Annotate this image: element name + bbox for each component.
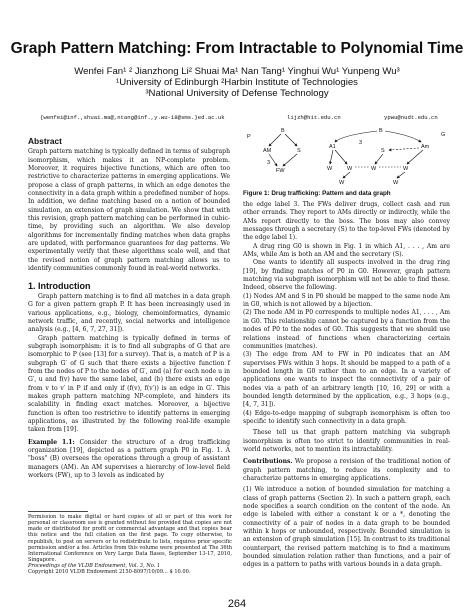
g0-node-b: B: [379, 128, 383, 134]
example-1-1: [28, 439, 230, 481]
email-edinburgh: {wenfei@inf.,shuai.ma@,ntang@inf.,y.wu-18@sms.}ed.ac.uk: [40, 114, 225, 121]
observation-3: (3) The edge from AM to FW in P0 indicates that an AM supervises FWs within 3 hops. It should be mapped to a path of a bounded length in G0 rather than to an edge. In a variety of applications one wants to inspect the connectivity of a pair of nodes via a path of an arbitrary length [10, 16, 29] or with a bounded length determined by the application, e.g., 3 hops (e.g., [4, 7, 31]).: [243, 351, 450, 409]
observation-4: (4) Edge-to-edge mapping of subgraph isomorphism is often too specific to identify such connectivity in a data graph.: [243, 409, 450, 425]
p0-edge: [269, 154, 277, 166]
introduction-heading: 1. Introduction: [28, 280, 91, 291]
g0-node-w: W: [403, 166, 409, 172]
observation-1: (1) Nodes AM and S in P0 should be mapped to the same node Am in G0, which is not allowed by a bijection.: [243, 292, 450, 309]
example-label: Example 1.1:: [28, 438, 75, 446]
contribution-1: (1) We introduce a notion of bounded simulation for matching a class of graph patterns (Section 2). In such a pattern graph, each node specifies a search condition on the content of the node. An edge is labeled with either a constant k or a *, denoting the connectivity of a pair of nodes in a data graph to be bounded within k hops or unbounded, respectively. Bounded simulation is an extension of graph simulation [15]. In contrast to its traditional counterpart, the revised pattern matching is to find a maximum bounded simulation relation rather than functions, and a pair of edges in a pattern to paths with various bounds in a data graph.: [243, 486, 450, 569]
page-number: 264: [227, 598, 247, 610]
right-column: [243, 201, 450, 570]
g0-node-a1: A1: [329, 144, 336, 150]
pattern-graph-p0: [247, 128, 301, 174]
figure-caption: Figure 1: Drug trafficking: Pattern and data graph: [243, 190, 391, 197]
g0-edge: [375, 154, 383, 164]
copyright-line: Copyright 2010 VLDB Endowment 2150-8097/10/09... $ 10.00.: [28, 569, 191, 576]
g0-node-w: W: [371, 166, 377, 172]
paper-title: Graph Pattern Matching: From Intractable to Polynomial Time: [10, 40, 464, 57]
g0-edge: [397, 172, 405, 178]
right-paragraph-4: These tell us that graph pattern matching via subgraph isomorphism is often too strict to identify communities in real-world networks, not to mention its intractability.: [243, 429, 450, 453]
g0-edge: [389, 148, 419, 150]
g0-edge: [335, 150, 347, 164]
p0-node-s: S: [297, 148, 301, 154]
g0-edge: [407, 150, 423, 164]
author-names: Wenfei Fan¹ ² Jianzhong Li² Shuai Ma¹ Nan Tang¹ Yinghui Wu¹ Yunpeng Wu³: [74, 66, 400, 77]
g0-edge: [343, 172, 350, 178]
affiliation-line-2: ³National University of Defense Technology: [145, 88, 329, 100]
p0-node-b: B: [281, 128, 285, 134]
p0-edge: [283, 154, 297, 166]
intro-paragraph-2: Graph pattern matching is typically defined in terms of subgraph isomorphism: it is to find all subgraphs of G that are isomorphic to P (see [13] for a survey). That is, a match of P is a subgraph G′ of G such that there exists a bijective function f from the nodes of P to the nodes of G′, and (a) for each node u in G′, u and f(v) have the same label, and (b) there exists an edge from v to v′ in P if and only if (f(v), f(v′)) is an edge in G′. This makes graph pattern matching NP-complete, and hinders its scalability in finding exact matches. Moreover, a bijective function is often too restrictive to identify patterns in emerging applications, as illustrated by the following real-life example taken from [19].: [28, 334, 230, 434]
abstract-text: Graph pattern matching is typically defined in terms of subgraph isomorphism, which makes it an NP-complete problem. Moreover, it requires bijective functions, which are often too restrictive to characterize patterns in emerging applications. We propose a class of graph patterns, in which an edge denotes the connectivity in a data graph within a predefined number of hops. In addition, we define matching based on a notion of bounded simulation, an extension of graph simulation. We show that with this revision, graph pattern matching can be performed in cubic-time, by providing such an algorithm. We also develop algorithms for incrementally finding matches when data graphs are updated, with performance guarantees for dag patterns. We experimentally verify that these algorithms scale well, and that the revised notion of graph pattern matching allows us to identify communities commonly found in real-world networks.: [28, 148, 230, 273]
proceedings-line: Proceedings of the VLDB Endowment, Vol. 3, No. 1: [28, 563, 161, 570]
footnote-rule: [28, 511, 88, 512]
g0-node-w: W: [327, 166, 333, 172]
contributions-label: Contributions.: [243, 458, 293, 466]
email-hit: lijzh@hit.edu.cn: [287, 114, 341, 121]
permission-footnote: [28, 514, 232, 576]
g0-node-am: Am: [421, 144, 430, 150]
contributions-text: We propose a revision of the traditional notion of graph pattern matching, to reduce its complexity and to characterize patterns in emerging applications.: [243, 458, 450, 482]
intro-paragraph-1: Graph pattern matching is to find all matches in a data graph G for a given pattern graph P. It has been increasingly used in various applications, e.g., biology, chemoinformatics, dynamic network traffic, and recently, social networks and intelligence analysis (e.g., [4, 6, 7, 27, 31]).: [28, 292, 230, 334]
observation-2: (2) The node AM in P0 corresponds to multiple nodes A1, . . . , Am in G0. This relationship cannot be captured by a function from the nodes of P0 to the nodes of G0. This suggests that we should use relations instead of functions when characterizing certain communities (matches).: [243, 309, 450, 350]
p0-label: P: [247, 134, 251, 140]
figure-1: [243, 124, 449, 188]
author-block: [0, 66, 474, 100]
g0-edge: [385, 131, 421, 142]
p0-edge-label: 3: [267, 160, 271, 166]
g0-edge: [330, 150, 333, 164]
example-text: Consider the structure of a drug trafficking organization [19], depicted as a pattern graph P0 in Fig. 1. A "boss" (B) oversees the operations through a group of assistant managers (AM). An AM supervises a hierarchy of low-level field workers (FW), up to 3 levels as indicated by: [28, 438, 230, 480]
p0-node-am: AM: [263, 148, 272, 154]
drug-trafficking-graph: [243, 124, 449, 188]
data-graph-g0: [327, 128, 445, 186]
g0-node-w: W: [339, 180, 345, 186]
p0-node-fw: FW: [276, 168, 285, 174]
right-paragraph-1: the edge label 3. The FWs deliver drugs, collect cash and run other errands. They report to AMs directly or indirectly, while the AMs report directly to the boss. The boss may also convey messages through a secretary (S) to the top-level FWs (denoted by the edge label 1).: [243, 201, 450, 242]
affiliation-line-1: ¹University of Edinburgh ²Harbin Institute of Technologies: [116, 77, 358, 89]
g0-node-w: W: [393, 180, 399, 186]
permission-text: Permission to make digital or hard copies of all or part of this work for personal or classroom use is granted without fee provided that copies are not made or distributed for profit or commercial advantage and that copies bear this notice and the full citation on the first page. To copy otherwise, to republish, to post on servers or to redistribute to lists, requires prior specific permission and/or a fee. Articles from this volume were presented at The 36th International Conference on Very Large Data Bases, September 13-17, 2010, Singapore.: [28, 514, 232, 564]
g0-label: G: [441, 132, 446, 138]
email-nudt: ypwu@nudt.edu.cn: [384, 114, 438, 121]
g0-node-s: S: [381, 148, 385, 154]
g0-edge: [335, 131, 377, 142]
p0-edge: [269, 134, 281, 146]
contributions-paragraph: [243, 458, 450, 483]
p0-edge: [285, 134, 297, 146]
right-paragraph-2: A drug ring G0 is shown in Fig. 1 in which A1, . . . , Am are AMs, while Am is both an AM and the secretary (S).: [243, 242, 450, 259]
right-paragraph-3: One wants to identify all suspects involved in the drug ring [19], by finding matches of P0 in G0. However, graph pattern matching via subgraph isomorphism will not be able to find these. Indeed, observe the following.: [243, 259, 450, 292]
abstract-heading: Abstract: [28, 136, 62, 146]
g0-edge-label: 3: [359, 140, 363, 146]
g0-node-w: W: [347, 166, 353, 172]
left-column: [28, 137, 230, 480]
